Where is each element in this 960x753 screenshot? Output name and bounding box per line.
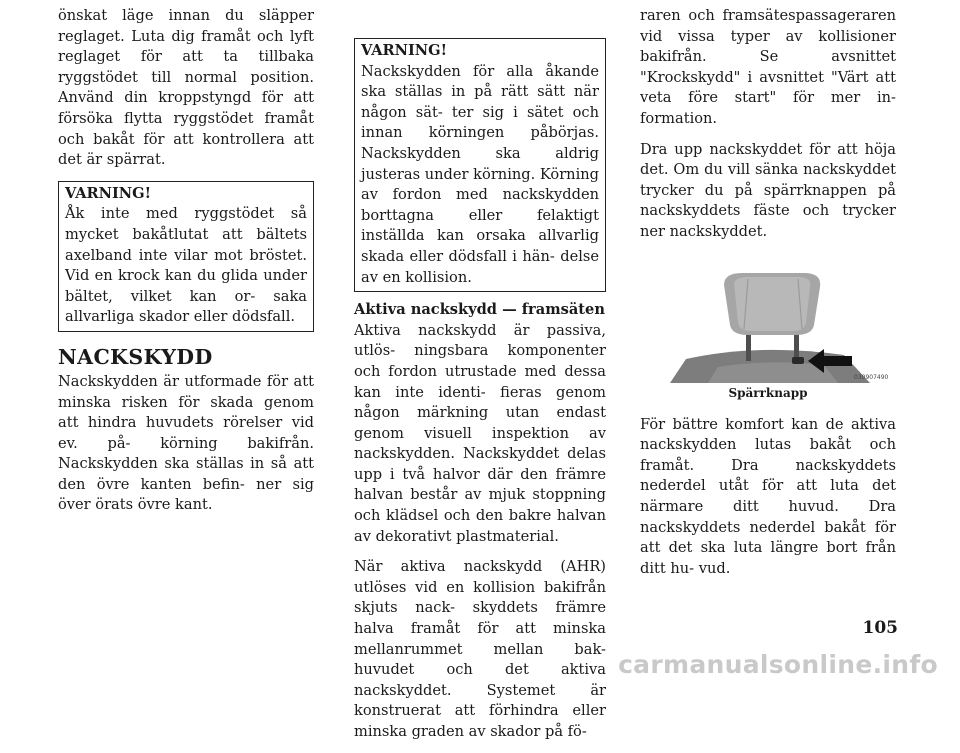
paragraph-active-description: Aktiva nackskydd är passiva, utlös- ningsbara komponenter och fordon utrustade med dessa kan inte identi- fieras genom någon märkning utan endast genom visuell inspektion av nackskydden. Nackskyddet delas upp i två halvor där den främre halvan består av mjuk stoppning och klädsel och den bakre halvan av dekorativt plastmaterial. — [354, 321, 606, 545]
column-right — [640, 6, 896, 589]
page-number: 105 — [862, 618, 898, 638]
warning-box-headrest — [354, 38, 606, 292]
warning-title: VARNING! — [65, 184, 152, 202]
warning-box-recline — [58, 181, 314, 332]
figure-code: 030907490 — [854, 373, 888, 381]
subheading-active-headrests: Aktiva nackskydd — framsäten — [354, 301, 605, 319]
section-heading-nackskydd: NACKSKYDD — [58, 344, 213, 369]
paragraph-deployment: När aktiva nackskydd (AHR) utlöses vid en kollision bakifrån skjuts nack- skyddets främre halva framåt för att minska mellanrummet mellan bak- huvudet och det aktiva nackskyddet. Systemet är konstruerat att förhindra eller minska graden av skador på fö- — [354, 558, 606, 740]
intro-paragraph: önskat läge innan du släpper reglaget. Luta dig framåt och lyft reglaget för att ta tillbaka ryggstödet till normal position. Använd din kroppstyngd för att försöka flytta ryggstödet framåt och bakåt för att kontrollera att det är spärrat. — [58, 7, 314, 169]
watermark-text: carmanualsonline.info — [618, 650, 938, 679]
column-left — [58, 6, 314, 526]
paragraph-tilt: För bättre komfort kan de aktiva nackskydden lutas bakåt och framåt. Dra nackskyddets nederdel utåt för att luta det närmare ditt huvud. Dra nackskyddets nederdel bakåt för att det ska luta längre bort från ditt hu- vud. — [640, 415, 896, 577]
section-paragraph: Nackskydden är utformade för att minska risken för skada genom att hindra huvudets rörelser vid ev. på- körning bakifrån. Nackskydden ska ställas in så att den övre kanten befin- ner sig över örats övre kant. — [58, 372, 314, 514]
paragraph-adjust-height: Dra upp nackskyddet för att höja det. Om du vill sänka nackskyddet trycker du på spärrknappen på nackskyddets fäste och trycker ner nackskyddet. — [640, 140, 896, 240]
figure-caption: Spärrknapp — [728, 385, 808, 400]
headrest-figure — [640, 273, 896, 401]
paragraph-continuation: raren och framsätespassageraren vid vissa typer av kollisioner bakifrån. Se avsnittet "Krockskydd" i avsnittet "Värt att veta före start" för mer in- formation. — [640, 7, 896, 127]
warning-text: Nackskydden för alla åkande ska ställas in på rätt sätt när någon sät- ter sig i sätet och innan körningen påbörjas. Nackskydden ska aldrig justeras under körning. Körning av fordon med nackskydden borttagna eller felaktigt inställda kan orsaka allvarlig skada eller dödsfall i hän- delse av en kollision. — [361, 62, 599, 286]
column-middle — [354, 6, 606, 753]
warning-title: VARNING! — [361, 42, 448, 59]
warning-text: Åk inte med ryggstödet så mycket bakåtlutat att bältets axelband inte vilar mot bröstet. Vid en krock kan du glida under bältet, vilket kan or- saka allvarliga skador eller dödsfall. — [65, 205, 307, 326]
release-button — [792, 357, 804, 364]
headrest-illustration — [648, 273, 888, 383]
